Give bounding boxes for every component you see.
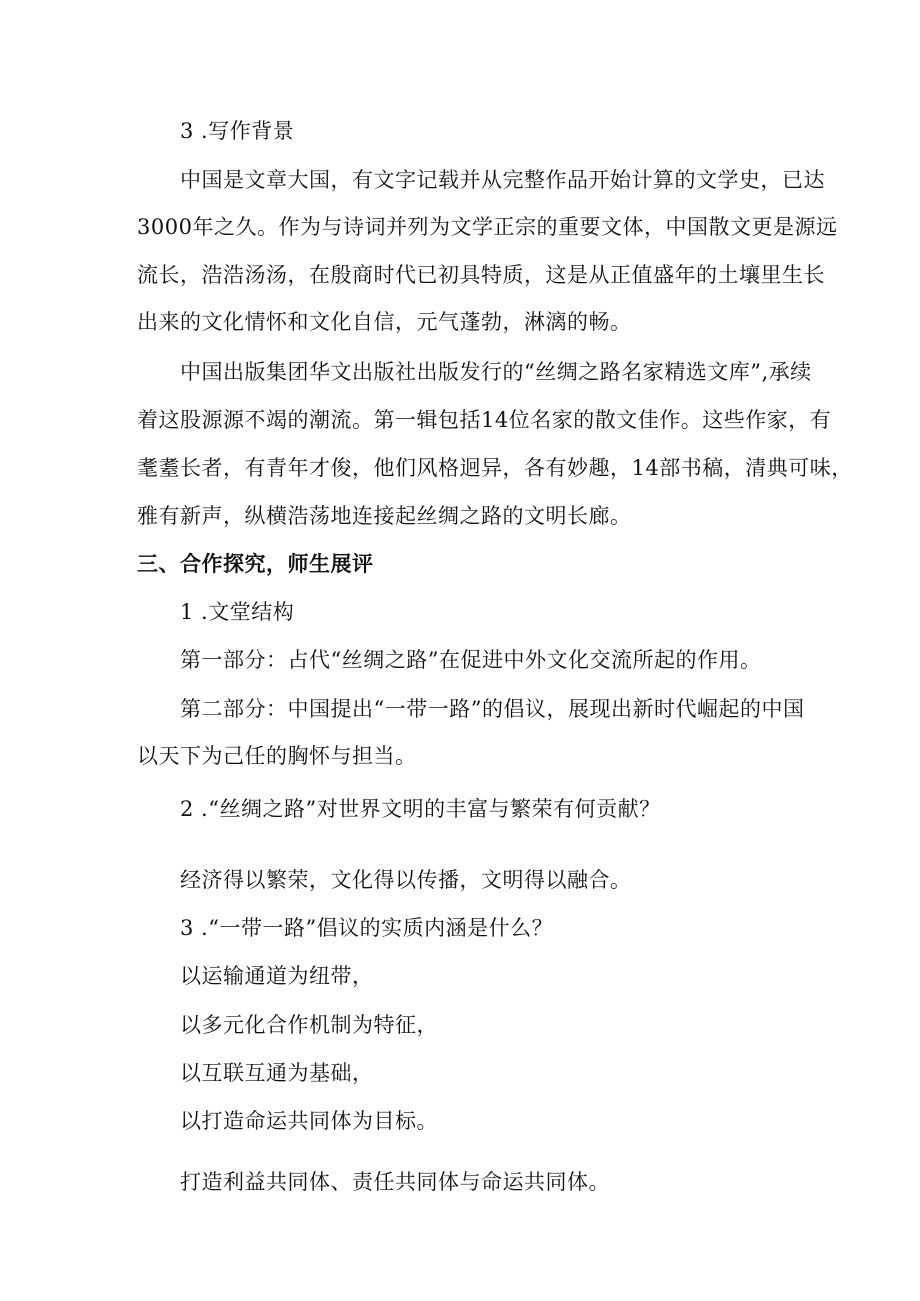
- question-three: 3 .“一带一路”倡议的实质内涵是什么？: [180, 916, 554, 940]
- structure-part-one: 第一部分：占代“丝绸之路”在促进中外文化交流所起的作用。: [180, 648, 762, 672]
- final-statement: 打造利益共同体、责任共同体与命运共同体。: [180, 1170, 610, 1194]
- subheading-structure: 1 .文堂结构: [180, 600, 295, 624]
- paragraph-line: 以天下为己任的胸怀与担当。: [137, 744, 417, 768]
- paragraph-line: 3000年之久。作为与诗词并列为文学正宗的重要文体，中国散文更是源远: [137, 215, 838, 239]
- answer-line: 以打造命运共同体为目标。: [180, 1109, 438, 1133]
- paragraph-line: 中国出版集团华文出版社出版发行的“丝绸之路名家精选文库”,承续: [180, 360, 812, 384]
- heading-writing-background: 3 .写作背景: [180, 119, 295, 143]
- paragraph-line: 流长，浩浩汤汤，在殷商时代已初具特质，这是从正值盛年的土壤里生长: [137, 263, 825, 287]
- paragraph-line: 出来的文化情怀和文化自信，元气蓬勃，淋漓的畅。: [137, 310, 632, 334]
- answer-two: 经济得以繁荣，文化得以传播，文明得以融合。: [180, 868, 632, 892]
- paragraph-line: 着这股源源不竭的潮流。第一辑包括14位名家的散文佳作。这些作家，有: [137, 408, 832, 432]
- answer-line: 以运输通道为纽带，: [180, 964, 374, 988]
- answer-line: 以互联互通为基础，: [180, 1061, 374, 1085]
- section-title: 三、合作探究，师生展评: [137, 551, 374, 576]
- paragraph-line: 耄耋长者，有青年才俊，他们风格迥异，各有妙趣，14部书稿，清典可味，: [137, 456, 853, 480]
- paragraph-line: 中国是文章大国，有文字记载并从完整作品开始计算的文学史，已达: [180, 168, 825, 192]
- paragraph-line: 第二部分：中国提出“一带一路”的倡议，展现出新时代崛起的中国: [180, 697, 805, 721]
- question-two: 2 .“丝绸之路”对世界文明的丰富与繁荣有何贡献？: [180, 797, 661, 821]
- answer-line: 以多元化合作机制为特征，: [180, 1013, 438, 1037]
- paragraph-line: 雅有新声，纵横浩荡地连接起丝绸之路的文明长廊。: [137, 504, 632, 528]
